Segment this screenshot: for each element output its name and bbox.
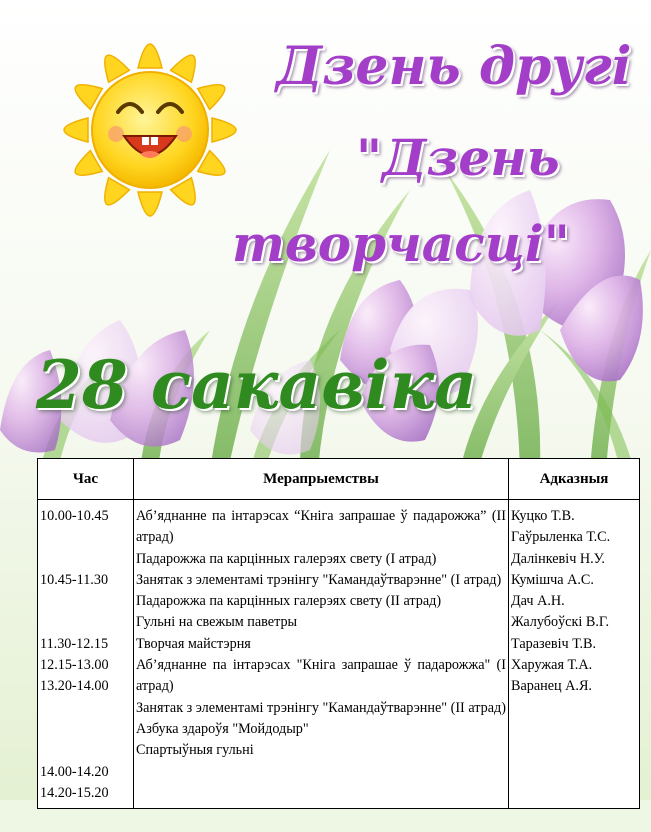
responsible-person: Варанец А.Я. [511,678,592,695]
activity-item: Занятак з элементамі трэнінгу "Камандаўтварэнне" (І атрад) [136,571,502,588]
time-slot: 14.00-14.20 [40,763,109,780]
title-line-1: Дзень другі [276,36,632,97]
responsible-person: Таразевіч Т.В. [511,635,597,652]
time-slot [40,719,131,740]
schedule-table [37,458,640,809]
time-slot [40,549,131,570]
activity-item: Гульні на свежым паветры [136,614,298,631]
header-responsible: Адказныя [509,459,640,500]
time-slot: 11.30-12.15 [40,635,109,652]
responsible-column [509,500,640,809]
activity-item: Аб’яднанне па інтарэсах “Кніга запрашае ў падарожжа” (ІІ атрад) [136,508,506,546]
activity-item: Занятак з элементамі трэнінгу "Камандаўтварэнне" (ІІ атрад) [136,699,506,716]
time-slot: 12.15-13.00 [40,657,109,674]
time-slot [40,698,131,719]
header-time: Час [38,459,134,500]
activity-item: Спартыўныя гульні [136,742,254,759]
activity-item: Аб’яднанне па інтарэсах "Кніга запрашае ў падарожжа" (І атрад) [136,657,506,695]
responsible-person: Дач А.Н. [511,593,565,610]
title-line-2: "Дзень [356,128,560,187]
time-column [38,500,134,809]
time-slot: 14.20-15.20 [40,784,109,801]
table-row [38,500,640,809]
time-slot: 10.00-10.45 [40,508,109,524]
time-slot [40,527,131,548]
activity-item: Падарожжа па карцінных галерэях свету (ІІ атрад) [136,593,442,610]
title-line-3: творчасці" [232,214,570,273]
activity-item: Азбука здароўя "Мойдодыр" [136,720,309,737]
event-date: 28 сакавіка [36,346,478,424]
responsible-person: Гаўрыленка Т.С. [511,529,611,546]
activity-item: Творчая майстэрня [136,635,251,652]
time-slot [40,612,131,633]
table-header-row [38,459,640,500]
responsible-person: Харужая Т.А. [511,657,593,674]
responsible-person: Далінкевіч Н.У. [511,550,605,567]
activity-item: Падарожжа па карцінных галерэях свету (І атрад) [136,550,437,567]
time-slot [40,740,131,761]
time-slot: 13.20-14.00 [40,678,109,695]
time-slot [40,591,131,612]
responsible-person: Куцко Т.В. [511,508,575,524]
responsible-person: Жалубоўскі В.Г. [511,614,610,631]
activities-column [134,500,509,809]
header-activities: Мерапрыемствы [134,459,509,500]
responsible-person: Кумішча А.С. [511,571,594,588]
time-slot: 10.45-11.30 [40,571,109,588]
